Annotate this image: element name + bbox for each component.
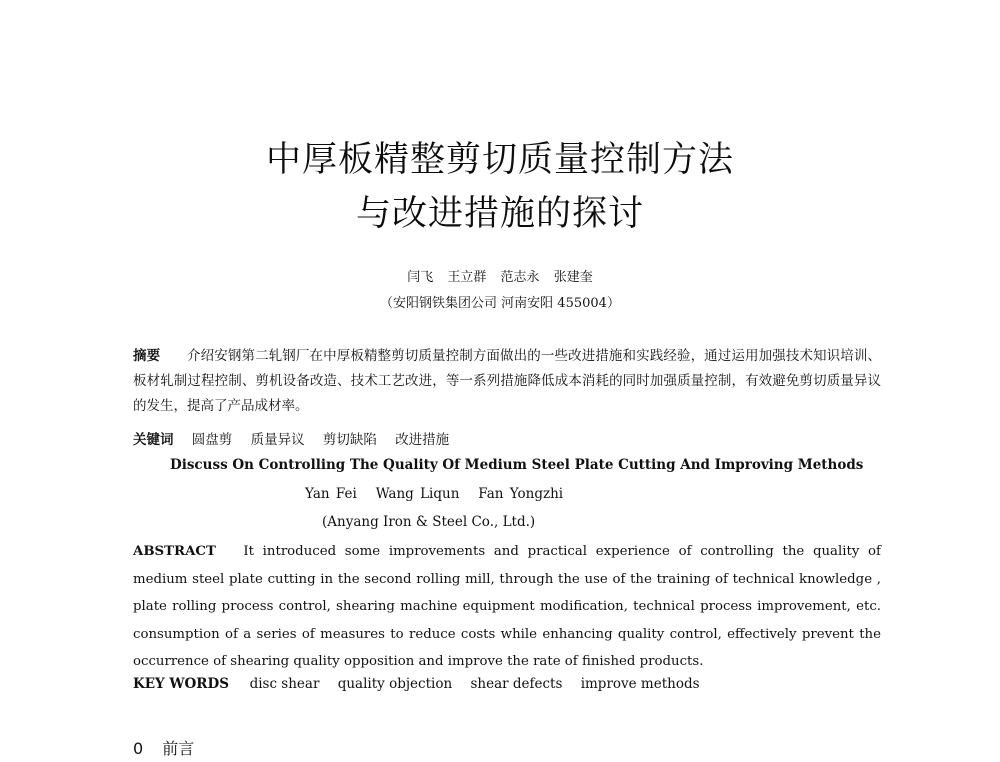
paper-title-line-1: 中厚板精整剪切质量控制方法 (265, 140, 734, 180)
section-number: 0 (133, 739, 144, 758)
abstract-en (133, 538, 881, 676)
abstract-cn-label: 摘要 (133, 348, 161, 364)
section-title: 前言 (162, 739, 195, 758)
paper-title-line-2: 与改进措施的探讨 (355, 194, 644, 234)
authors-cn: 闫飞 王立群 范志永 张建奎 (407, 270, 593, 285)
keywords-cn (133, 428, 463, 448)
keyword-cn: 剪切缺陷 (322, 432, 377, 448)
keyword-en: improve methods (580, 676, 700, 692)
keywords-cn-label: 关键词 (133, 432, 174, 448)
affiliation-en: (Anyang Iron & Steel Co., Ltd.) (322, 514, 536, 530)
keyword-cn: 改进措施 (395, 432, 450, 448)
keyword-en: quality objection (337, 676, 453, 692)
keyword-en: disc shear (249, 676, 320, 692)
title-en: Discuss On Controlling The Quality Of Medium Steel Plate Cutting And Improving Methods (170, 457, 864, 473)
keyword-en: shear defects (470, 676, 563, 692)
keyword-cn: 质量异议 (250, 432, 305, 448)
keywords-en (133, 676, 714, 692)
abstract-en-text: It introduced some improvements and practical experience of controlling the quality of medium steel plate cutting in the second rolling mill, through the use of the training of technical knowledge , plate rolling process control, shearing machine equipment modification, technical process improvement, etc. consumption of a series of measures to reduce costs while enhancing quality control, effectively prevent the occurrence of shearing quality opposition and improve the rate of finished products. (133, 544, 881, 669)
abstract-en-label: ABSTRACT (133, 544, 216, 559)
keywords-en-label: KEY WORDS (133, 676, 229, 692)
keyword-cn: 圆盘剪 (191, 432, 233, 448)
authors-en: Yan Fei Wang Liqun Fan Yongzhi (305, 486, 564, 502)
abstract-cn (133, 344, 881, 419)
affiliation-cn: （安阳钢铁集团公司 河南安阳 455004） (380, 296, 620, 311)
abstract-cn-text: 介绍安钢第二轧钢厂在中厚板精整剪切质量控制方面做出的一些改进措施和实践经验，通过运用加强技术知识培训、板材轧制过程控制、剪机设备改造、技术工艺改进，等一系列措施降低成本消耗的同时加强质量控制，有效避免剪切质量异议的发生，提高了产品成材率。 (133, 348, 881, 414)
section-heading (133, 736, 194, 759)
